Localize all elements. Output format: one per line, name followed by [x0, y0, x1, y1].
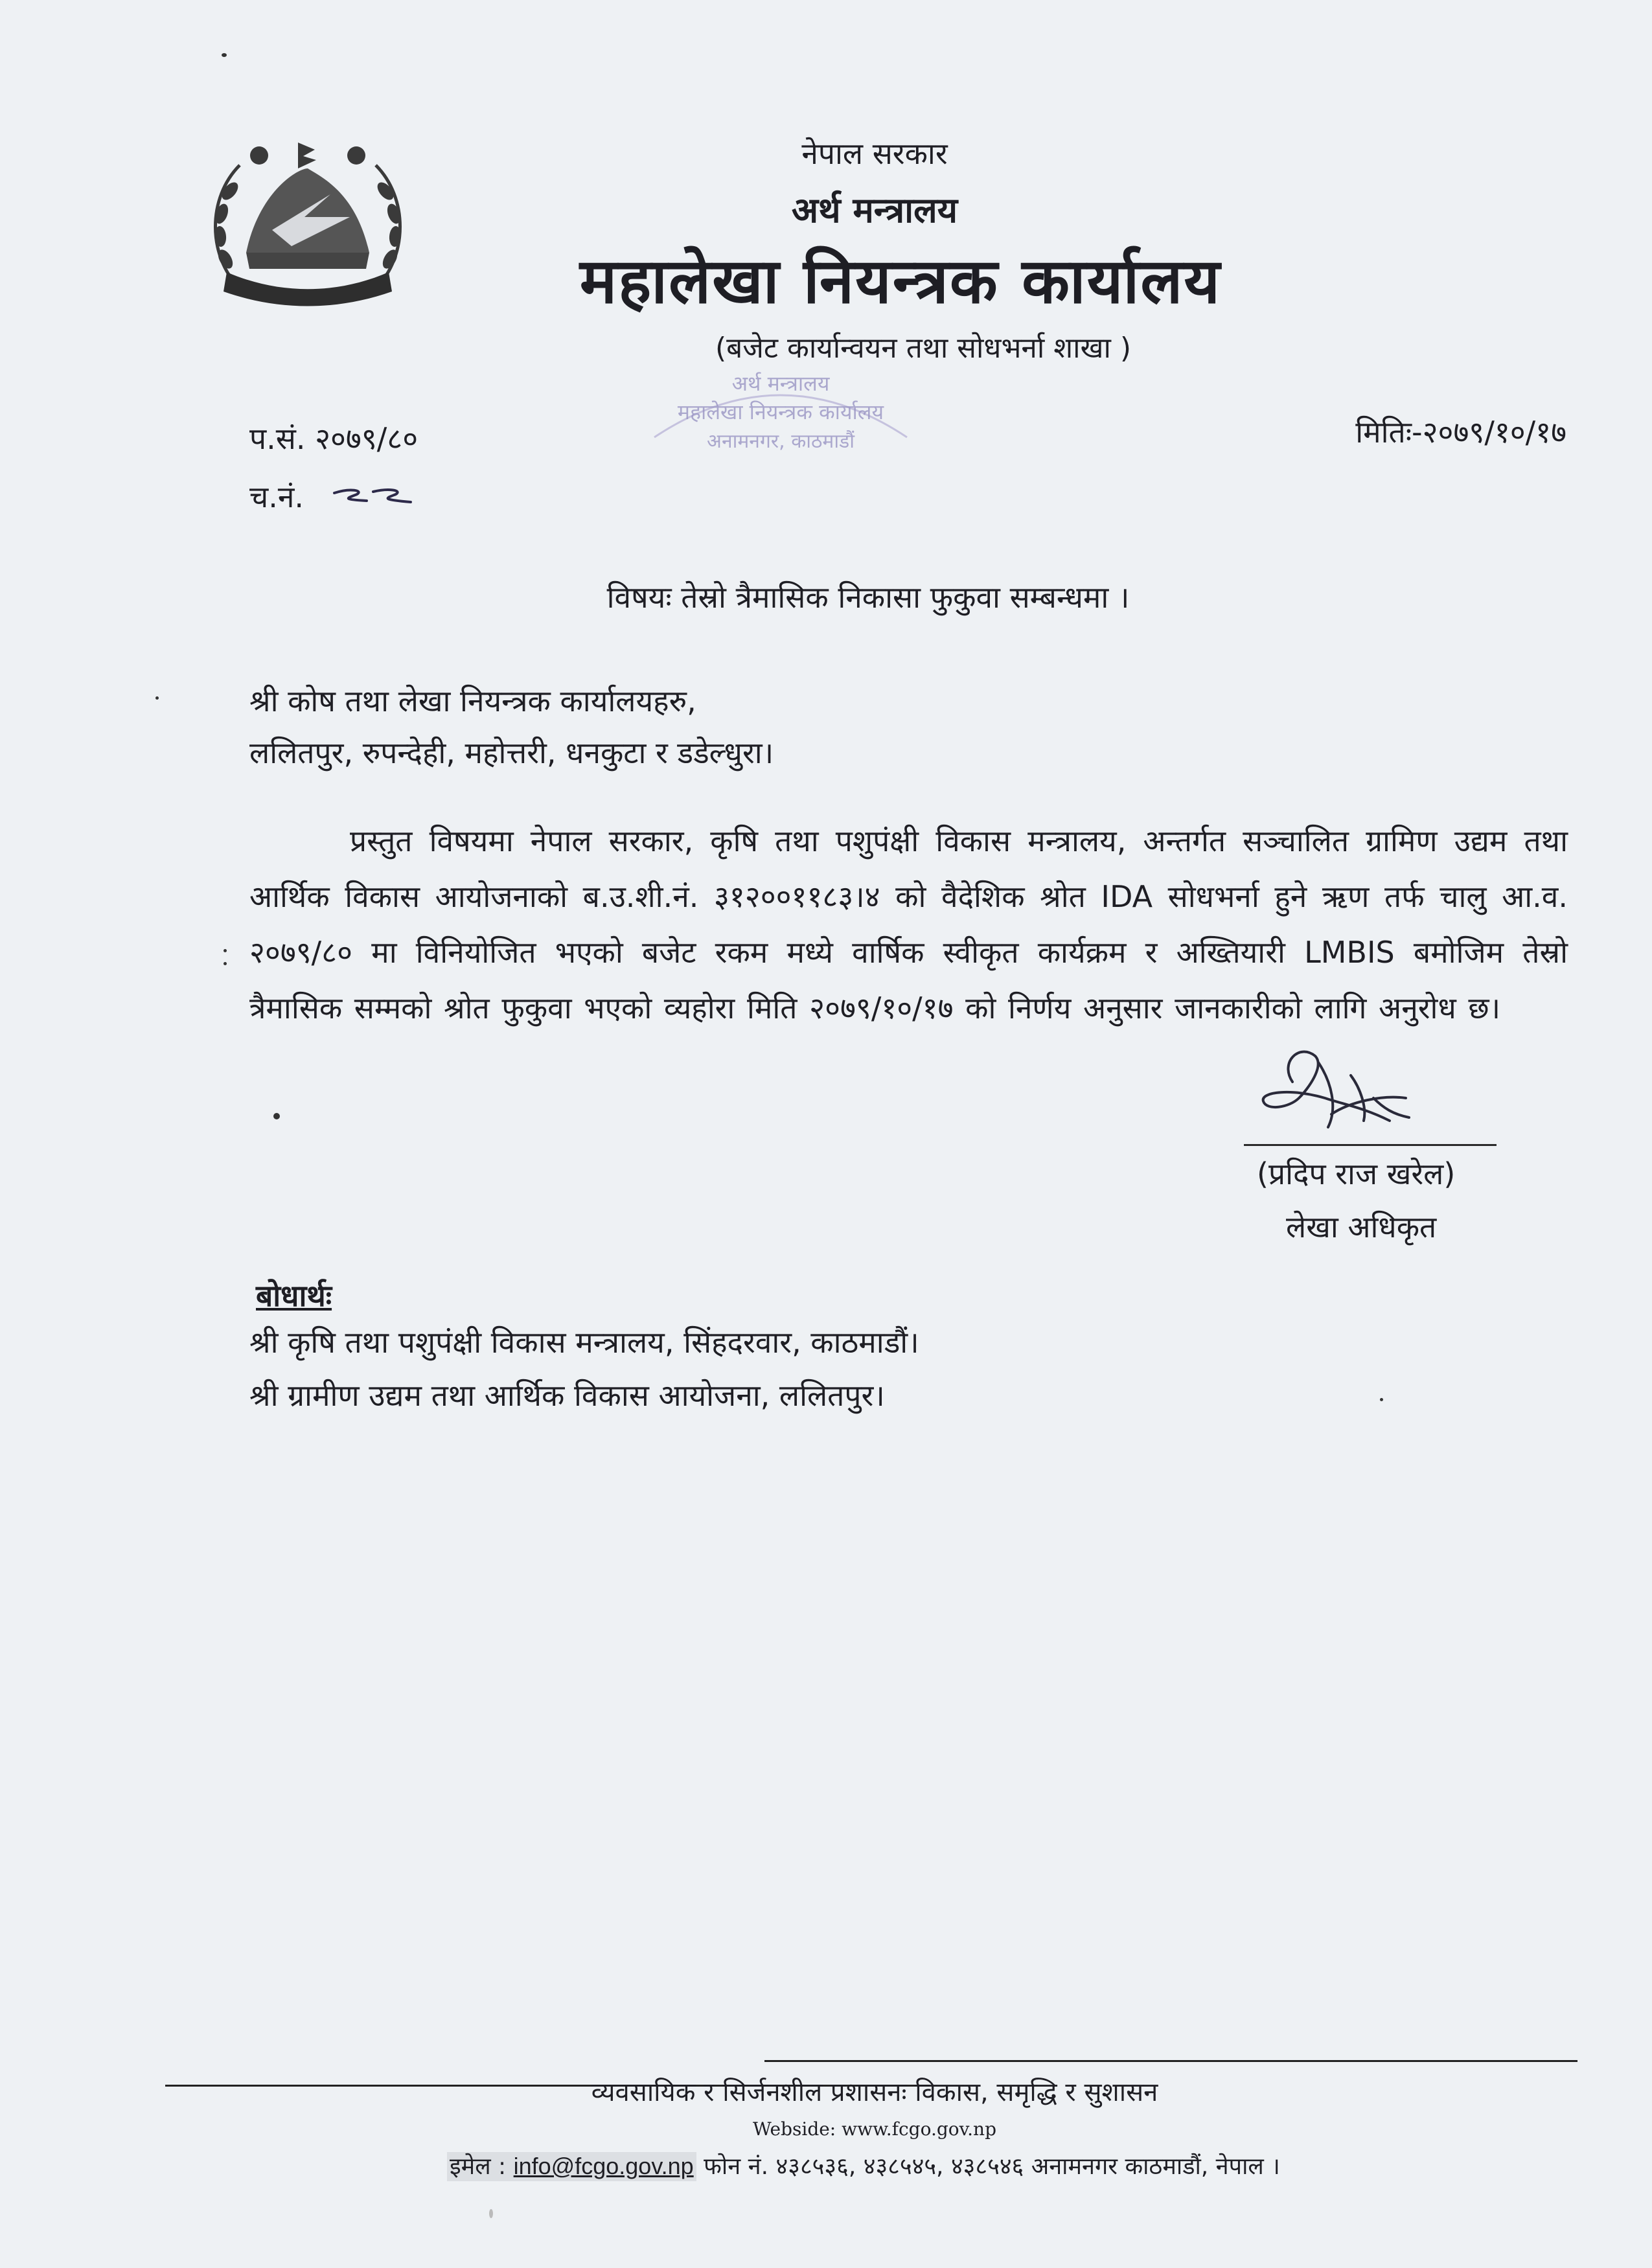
stamp-line-2: महालेखा नियन्त्रक कार्यालय [677, 400, 884, 424]
scan-speck [273, 1113, 280, 1119]
stamp-line-1: अर्थ मन्त्रालय [731, 371, 830, 396]
signatory-title: लेखा अधिकृत [1286, 1209, 1437, 1244]
handwritten-dispatch-mark [328, 487, 419, 512]
signature [1254, 1037, 1422, 1140]
scan-speck [1380, 1398, 1383, 1401]
footer-email-label: इमेल : [450, 2153, 507, 2180]
government-name: नेपाल सरकार [801, 136, 948, 171]
footer-rule-top [764, 2060, 1577, 2062]
scan-speck [222, 53, 227, 57]
stamp-line-3: अनामनगर, काठमाडौं [707, 430, 855, 453]
cc-line-2: श्री ग्रामीण उद्यम तथा आर्थिक विकास आयोजना, ललितपुर। [249, 1378, 885, 1413]
reference-number [249, 418, 418, 458]
reference-value: २०७९/८० [315, 421, 419, 456]
letter-subject: विषयः तेस्रो त्रैमासिक निकासा फुकुवा सम्बन्धमा । [606, 580, 1130, 615]
office-name: महालेखा नियन्त्रक कार्यालय [579, 245, 1222, 317]
letter-body: प्रस्तुत विषयमा नेपाल सरकार, कृषि तथा पशुपंक्षी विकास मन्त्रालय, अन्तर्गत सञ्चालित ग्रामिण उद्यम तथा आर्थिक विकास आयोजनाको ब.उ.शी.नं. ३१२००११८३।४ को वैदेशिक श्रोत IDA सोधभर्ना हुने ऋण तर्फ चालु आ.व. २०७९/८० मा विनियोजित भएको बजेट रकम मध्ये वार्षिक स्वीकृत कार्यक्रम र अख्तियारी LMBIS बमोजिम तेस्रो त्रैमासिक सम्मको श्रोत फुकुवा भएको व्यहोरा मिति २०७९/१०/१७ को निर्णय अनुसार जानकारीको लागि अनुरोध छ। [249, 823, 1568, 1025]
office-stamp [628, 360, 933, 463]
dispatch-number [249, 476, 419, 516]
ministry-name: अर्थ मन्त्रालय [791, 190, 958, 231]
footer-email-block [447, 2152, 696, 2181]
footer-phone-address: फोन नं. ४३८५३६, ४३८५४५, ४३८५४६ अनामनगर काठमाडौं, नेपाल । [704, 2153, 1280, 2180]
footer-motto: व्यवसायिक र सिर्जनशील प्रशासनः विकास, समृद्धि र सुशासन [591, 2078, 1158, 2107]
letter-date [1355, 411, 1566, 452]
dispatch-label: च.नं. [249, 479, 304, 514]
reference-label: प.सं. [249, 421, 306, 456]
signatory-name: (प्रदिप राज खरेल) [1257, 1156, 1456, 1191]
date-label: मितिः- [1355, 415, 1423, 450]
signature-line [1244, 1144, 1497, 1146]
cc-line-1: श्री कृषि तथा पशुपंक्षी विकास मन्त्रालय, सिंहदरवार, काठमाडौं। [249, 1325, 919, 1360]
scan-speck [155, 696, 159, 700]
footer-contact [447, 2149, 1280, 2181]
footer-email-link[interactable]: info@fcgo.gov.np [513, 2153, 694, 2179]
branch-name: (बजेट कार्यान्वयन तथा सोधभर्ना शाखा ) [715, 332, 1132, 365]
addressee-line-1: श्री कोष तथा लेखा नियन्त्रक कार्यालयहरु, [249, 683, 696, 718]
cc-heading: बोधार्थः [256, 1278, 332, 1313]
addressee-line-2: ललितपुर, रुपन्देही, महोत्तरी, धनकुटा र डडेल्धुरा। [249, 735, 774, 770]
scan-speck [489, 2209, 493, 2218]
footer-website: Webside: www.fcgo.gov.np [753, 2118, 996, 2140]
scan-speck [224, 962, 227, 965]
date-value: २०७९/१०/१७ [1422, 415, 1566, 450]
scan-speck [224, 949, 227, 952]
